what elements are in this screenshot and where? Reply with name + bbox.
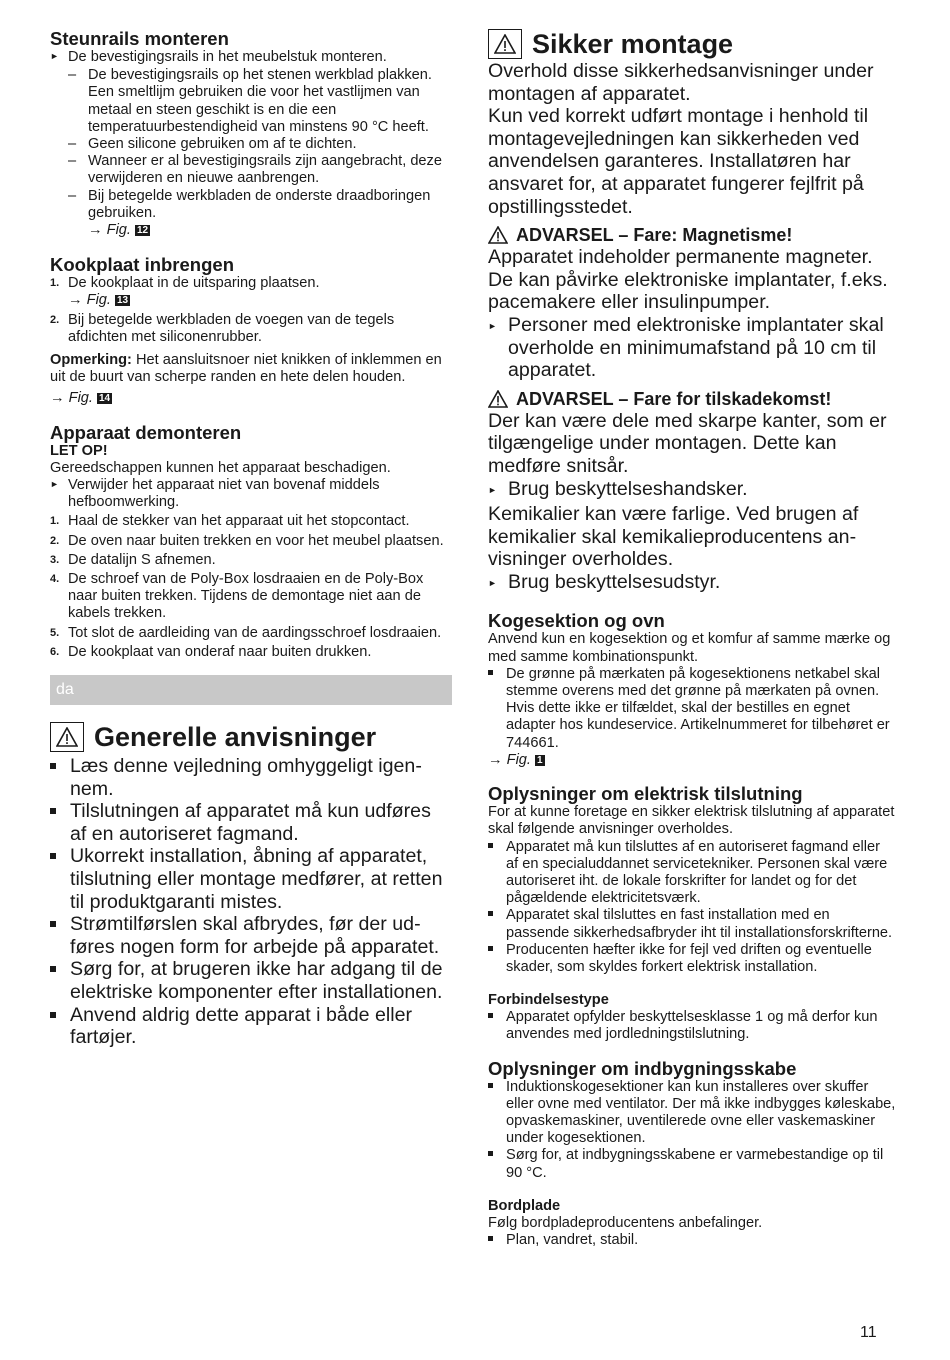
heading-generelle: Generelle anvisninger <box>50 721 452 753</box>
paragraph: Anvend kun en kogesektion og et komfur af samme mærke og med samme kombinationspunkt. <box>488 631 891 665</box>
square-bullet-icon <box>50 808 56 814</box>
paragraph: Kemikalier kan være farlige. Ved brugen af kemikalier skal kemikalieproducentens anvisninger overholdes. <box>488 503 859 571</box>
triangle-bullet-icon: ► <box>488 484 497 495</box>
list-item: Tilslutningen af apparatet må kun udføres af en autoriseret fagmand. <box>50 800 452 845</box>
list-item: ► Verwijder het apparaat niet van bovenaf middels hefboomwerking. <box>50 477 380 511</box>
heading-demonteren: Apparaat demonteren <box>50 421 242 443</box>
heading-kogesektion: Kogesektion og ovn <box>488 610 665 632</box>
list-item: Plan, vandret, stabil. <box>488 1232 896 1249</box>
square-bullet-icon <box>488 1013 493 1018</box>
square-bullet-icon <box>488 843 493 848</box>
triangle-bullet-icon: ► <box>50 51 59 61</box>
list-item: Ukorrekt installation, åbning af apparatet, tilslutning eller montage medfører, at retten til produktgaranti mistes. <box>50 845 452 913</box>
right-column <box>488 28 896 1249</box>
list-item: Apparatet skal tilsluttes en fast installation med en passende sikkerhedsafbryder iht til installationsforskrifterne. <box>488 907 896 941</box>
language-tag-bar: da <box>50 675 452 705</box>
list-item: ► Brug beskyttelsesudstyr. <box>488 570 721 593</box>
paragraph: Følg bordpladeproducentens anbefalinger. <box>488 1214 763 1231</box>
warning-triangle-icon <box>488 226 508 244</box>
list-item: – Geen silicone gebruiken om af te dichten. <box>50 136 452 153</box>
list-item: 3. De datalijn S afnemen. <box>50 551 216 568</box>
section-sikker-montage <box>488 28 896 596</box>
list-item: 6. De kookplaat van onderaf naar buiten drukken. <box>50 643 372 660</box>
list-item: Sørg for, at indbygningsskabene er varmebestandige op til 90 °C. <box>488 1147 896 1181</box>
list-item: – Wanneer er al bevestigingsrails zijn aangebracht, deze verwijderen en nieuwe aanbrengen. <box>50 153 452 187</box>
warning-magnetism-heading: ADVARSEL – Fare: Magnetisme! <box>488 224 896 246</box>
square-bullet-icon <box>50 763 56 769</box>
warning-triangle-icon <box>488 390 508 408</box>
list-item: ► Personer med elektroniske implantater skal overholde en minimumafstand på 10 cm til apparatet. <box>488 313 884 382</box>
caution-label: LET OP! <box>50 442 108 459</box>
section-generelle <box>50 721 452 1049</box>
left-column <box>50 28 452 1049</box>
list-item: Sørg for, at brugeren ikke har adgang til de elektriske komponenter efter installationen. <box>50 958 452 1003</box>
heading-kookplaat: Kookplaat inbrengen <box>50 254 234 276</box>
figure-reference: → Fig. 12 <box>88 222 149 239</box>
list-item: 2. De oven naar buiten trekken en voor het meubel plaatsen. <box>50 532 444 549</box>
paragraph: Apparatet indeholder permanente magneter. De kan påvirke elektroniske implantater, f.eks. pacemakere eller insulinpumper. <box>488 246 888 314</box>
page-number: 11 <box>860 1324 877 1341</box>
warning-triangle-icon <box>488 29 522 59</box>
section-bordplade <box>488 1198 896 1249</box>
section-kogesektion <box>488 610 896 769</box>
list-item: ► Brug beskyttelseshandsker. <box>488 477 748 500</box>
list-item: 5. Tot slot de aardleiding van de aardingsschroef losdraaien. <box>50 624 442 641</box>
figure-number-badge: 13 <box>116 295 129 307</box>
heading-steunrails: Steunrails monteren <box>50 28 229 49</box>
caution-text: Gereedschappen kunnen het apparaat beschadigen. <box>50 459 391 476</box>
list-item: 1. Haal de stekker van het apparaat uit het stopcontact. <box>50 513 410 530</box>
paragraph: Overhold disse sikkerhedsanvisninger under montagen af apparatet. <box>488 60 874 105</box>
square-bullet-icon <box>488 946 493 951</box>
figure-reference: → Fig. 14 <box>50 390 111 407</box>
triangle-bullet-icon: ► <box>488 320 497 331</box>
square-bullet-icon <box>50 921 56 927</box>
list-item: ► De bevestigingsrails in het meubelstuk monteren. <box>50 49 387 65</box>
heading-elektrisk: Oplysninger om elektrisk tilslutning <box>488 783 803 805</box>
square-bullet-icon <box>488 670 493 675</box>
section-demonteren <box>50 422 452 661</box>
warning-triangle-icon <box>50 722 84 752</box>
triangle-bullet-icon: ► <box>488 577 497 588</box>
list-item: – Bij betegelde werkbladen de onderste draadboringen gebruiken. <box>50 188 452 222</box>
section-indbygning <box>488 1058 896 1182</box>
heading-sikker-montage: Sikker montage <box>488 28 896 60</box>
list-item: 2. Bij betegelde werkbladen de voegen van de tegels afdichten met siliconenrubber. <box>50 311 395 345</box>
paragraph: Kun ved korrekt udført montage i henhold til montagevejledningen kan sikkerheden ved anvendelsen garanteres. Installatøren har ansvaret for, at apparatet fungerer fejlfrit på opstillingsstedet. <box>488 105 869 218</box>
square-bullet-icon <box>50 853 56 859</box>
heading-forbindelsestype: Forbindelsestype <box>488 992 609 1009</box>
list-item: Producenten hæfter ikke for fejl ved driften og eventuelle skader, som skyldes forkert elektrisk installation. <box>488 942 896 976</box>
figure-reference: → Fig. 13 <box>68 292 129 309</box>
list-item: Induktionskogesektioner kan kun installeres over skuffer eller ovne med ventilator. Der må ikke indbygges køleskabe, opvaskemaskiner, uventilerede ovne eller vaskemaskiner under kogesektionen. <box>488 1079 896 1148</box>
list-item: – De bevestigingsrails op het stenen werkblad plakken. Een smeltlijm gebruiken die voor het vastlijmen van metaal en steen geschikt is en die een temperatuurbestendigheid van minstens 90 °C heeft. <box>50 67 452 136</box>
list-item: 1. De kookplaat in de uitsparing plaatsen. <box>50 275 320 292</box>
dash-bullet-icon: – <box>68 187 77 204</box>
square-bullet-icon <box>488 1083 493 1088</box>
heading-indbygning: Oplysninger om indbygningsskabe <box>488 1057 797 1079</box>
dash-bullet-icon: – <box>68 67 77 84</box>
square-bullet-icon <box>50 1012 56 1018</box>
list-item: De grønne på mærkaten på kogesektionens netkabel skal stemme overens med det grønne på mærkaten på ovnen. Hvis dette ikke er tilfældet, skal der bestilles en egnet adapter hos kundeservice. Artikelnummeret for tilbehøret er 744661. <box>488 666 896 752</box>
list-item: Apparatet opfylder beskyttelsesklasse 1 og må derfor kun anvendes med jordledningstilslutning. <box>488 1009 896 1043</box>
dash-bullet-icon: – <box>68 153 77 170</box>
list-item: Anvend aldrig dette apparat i både eller fartøjer. <box>50 1004 452 1049</box>
figure-number-badge: 12 <box>136 225 149 237</box>
section-forbindelsestype <box>488 992 896 1043</box>
warning-injury-heading: ADVARSEL – Fare for tilskadekomst! <box>488 388 896 410</box>
square-bullet-icon <box>488 911 493 916</box>
paragraph: For at kunne foretage en sikker elektrisk tilslutning af apparatet skal følgende anvisninger overholdes. <box>488 804 895 838</box>
section-elektrisk <box>488 783 896 976</box>
section-kookplaat <box>50 254 452 407</box>
list-item: 4. De schroef van de Poly-Box losdraaien en de Poly-Box naar buiten trekken. Tijdens de demontage niet aan de kabels trekken. <box>50 571 424 622</box>
list-item: Læs denne vejledning omhyggeligt igennem. <box>50 755 452 800</box>
dash-bullet-icon: – <box>68 136 77 153</box>
section-steunrails <box>50 28 452 239</box>
list-item: Apparatet må kun tilsluttes af en autoriseret fagmand eller af en specialuddannet servicetekniker. Personen skal være autoriseret iht. de lokale forskrifter for landet og for det pågældende elektricitetsværk. <box>488 839 896 908</box>
list-item: Strømtilførslen skal afbrydes, før der udføres nogen form for arbejde på apparatet. <box>50 913 452 958</box>
square-bullet-icon <box>488 1151 493 1156</box>
figure-reference: → Fig. 1 <box>488 751 543 768</box>
square-bullet-icon <box>50 966 56 972</box>
figure-number-badge: 1 <box>536 754 543 766</box>
note: Opmerking: Het aansluitsnoer niet knikken of inklemmen en uit de buurt van scherpe randen en hete delen houden. <box>50 352 442 386</box>
paragraph: Der kan være dele med skarpe kanter, som er tilgængelige under montagen. Dette kan medføre snitsår. <box>488 409 887 477</box>
triangle-bullet-icon: ► <box>50 479 59 490</box>
square-bullet-icon <box>488 1236 493 1241</box>
figure-number-badge: 14 <box>98 393 111 405</box>
heading-bordplade: Bordplade <box>488 1197 561 1214</box>
